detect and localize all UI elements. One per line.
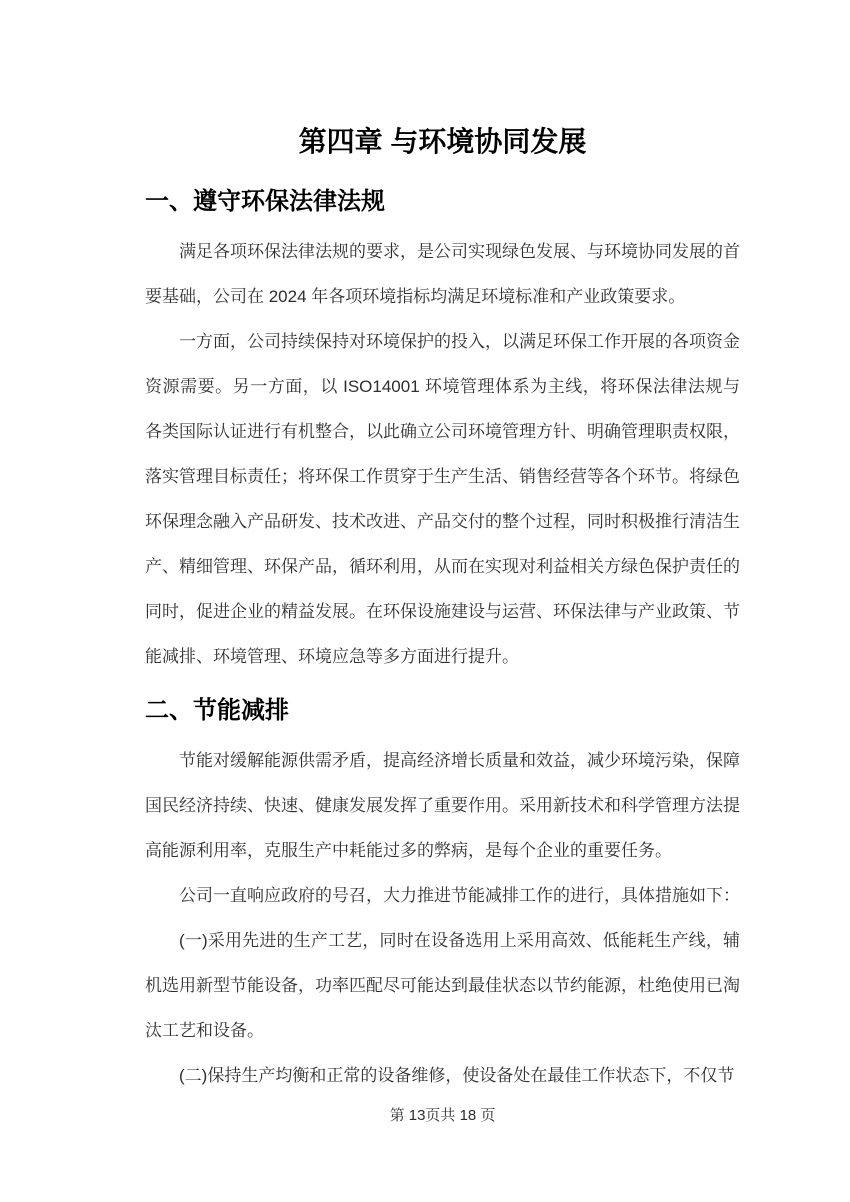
paragraph: 满足各项环保法律法规的要求，是公司实现绿色发展、与环境协同发展的首要基础，公司在 2024 年各项环境指标均满足环境标准和产业政策要求。 bbox=[145, 242, 740, 306]
page-number-footer: 第 13页共 18 页 bbox=[389, 1107, 496, 1124]
paragraph: (一)采用先进的生产工艺，同时在设备选用上采用高效、低能耗生产线，辅机选用新型节能设备，功率匹配尽可能达到最佳状态以节约能源，杜绝使用已淘汰工艺和设备。 bbox=[145, 931, 740, 1040]
section-heading-1: 一、遵守环保法律法规 bbox=[145, 188, 385, 215]
paragraph: 节能对缓解能源供需矛盾，提高经济增长质量和效益，减少环境污染，保障国民经济持续、快速、健康发展发挥了重要作用。采用新技术和科学管理方法提高能源利用率，克服生产中耗能过多的弊病，是每个企业的重要任务。 bbox=[145, 751, 740, 860]
paragraph: 公司一直响应政府的号召，大力推进节能减排工作的进行，具体措施如下： bbox=[179, 886, 740, 905]
chapter-title: 第四章 与环境协同发展 bbox=[298, 126, 587, 157]
section-heading-2: 二、节能减排 bbox=[145, 697, 289, 724]
paragraph: 一方面，公司持续保持对环境保护的投入，以满足环保工作开展的各项资金资源需要。另一方面，以 ISO14001 环境管理体系为主线，将环保法律法规与各类国际认证进行有机整合，以此确立公司环境管理方针、明确管理职责权限，落实管理目标责任；将环保工作贯穿于生产生活、销售经营等各个环节。将绿色环保理念融入产品研发、技术改进、产品交付的整个过程，同时积极推行清洁生产、精细管理、环保产品，循环利用，从而在实现对利益相关方绿色保护责任的同时，促进企业的精益发展。在环保设施建设与运营、环保法律与产业政策、节能减排、环境管理、环境应急等多方面进行提升。 bbox=[145, 332, 740, 666]
paragraph: (二)保持生产均衡和正常的设备维修，使设备处在最佳工作状态下，不仅节 bbox=[179, 1066, 735, 1085]
